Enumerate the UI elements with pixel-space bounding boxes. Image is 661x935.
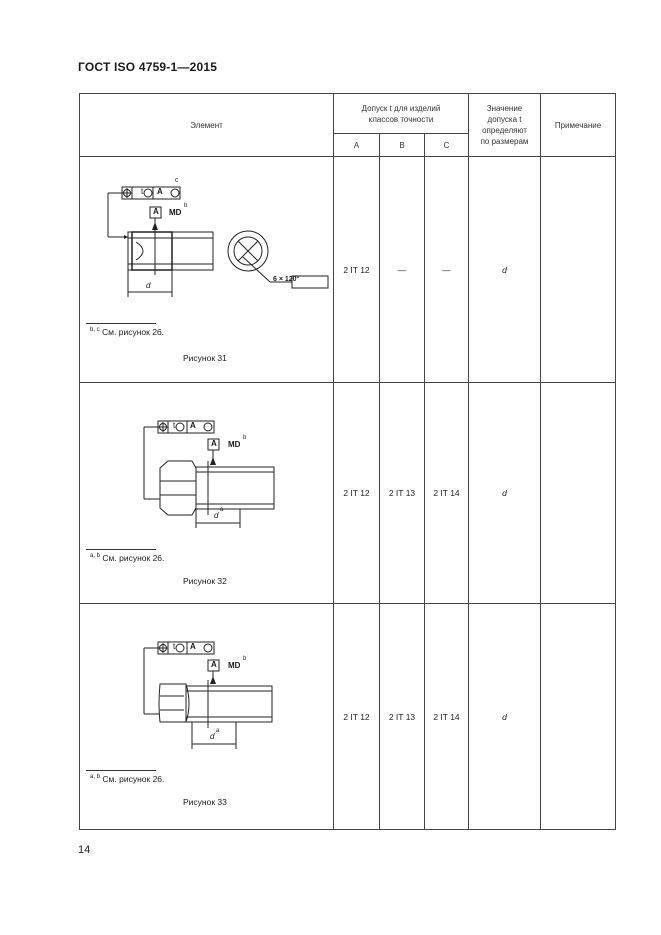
figure-32-cell	[80, 383, 334, 604]
ff31-datum: A	[153, 207, 159, 216]
row-32-class-a: 2 IT 12	[334, 383, 380, 604]
footnote-31-marks: b, c	[90, 327, 100, 334]
ff33-d-sup: a	[216, 728, 220, 734]
footnote-33-marks: a, b	[90, 774, 101, 781]
row-32-note	[541, 383, 616, 604]
row-32-class-b: 2 IT 13	[380, 383, 425, 604]
footnote-31-text: См. рисунок 26.	[102, 327, 165, 337]
ff32-d: d	[214, 511, 219, 520]
table-row	[80, 157, 616, 383]
row-31-note	[541, 157, 616, 383]
row-31-class-a: 2 IT 12	[334, 157, 380, 383]
header-class-a: A	[334, 134, 380, 157]
page-number: 14	[78, 844, 91, 856]
footnote-rule	[86, 323, 156, 324]
figure-31-cell	[80, 157, 334, 383]
figure-33-drawing	[80, 604, 334, 764]
figure-33-cell	[80, 604, 334, 830]
document-title: ГОСТ ISO 4759-1—2015	[78, 60, 218, 74]
header-tolerance	[334, 94, 469, 134]
figure-32-drawing	[80, 383, 334, 543]
ff31-md: MD	[169, 208, 182, 217]
table-row	[80, 383, 616, 604]
footnote-33-text: См. рисунок 26.	[102, 774, 165, 784]
header-class-b: B	[380, 134, 425, 157]
header-note: Примечание	[541, 94, 616, 157]
row-33-class-c: 2 IT 14	[425, 604, 469, 830]
ff32-md: MD	[228, 440, 241, 449]
footnote-31	[90, 327, 164, 337]
footnote-rule	[86, 770, 156, 771]
header-tolerance-text: Допуск t для изделий классов точности	[361, 103, 441, 124]
ff32-d-sup: a	[220, 507, 224, 513]
row-32-class-c: 2 IT 14	[425, 383, 469, 604]
row-33-class-b: 2 IT 13	[380, 604, 425, 830]
row-31-class-c: —	[425, 157, 469, 383]
ff31-d: d	[146, 281, 151, 290]
footnote-32-marks: a, b	[90, 553, 101, 560]
ff33-t: t	[173, 642, 176, 651]
ff31-count: 6 × 120°	[273, 276, 300, 283]
ff31-datum-ref: A	[157, 187, 163, 196]
ff32-md-sup: b	[243, 435, 247, 441]
figure-31-caption: Рисунок 31	[183, 353, 227, 363]
header-class-c: C	[425, 134, 469, 157]
header-element: Элемент	[80, 94, 334, 157]
row-33-class-a: 2 IT 12	[334, 604, 380, 830]
row-32-value: d	[469, 383, 541, 604]
ff32-datum-ref: A	[190, 421, 196, 430]
header-value: Значение допуска t определяют по размерам	[469, 94, 541, 157]
row-33-note	[541, 604, 616, 830]
ff31-t: t	[141, 187, 144, 196]
ff32-datum: A	[211, 439, 217, 448]
ff31-md-sup: b	[184, 203, 188, 209]
ff33-md: MD	[228, 661, 241, 670]
row-31-class-b: —	[380, 157, 425, 383]
row-31-value: d	[469, 157, 541, 383]
footnote-32	[90, 553, 164, 563]
figure-33-caption: Рисунок 33	[183, 797, 227, 807]
footnote-rule	[86, 549, 156, 550]
footnote-32-text: См. рисунок 26.	[102, 553, 165, 563]
footnote-33	[90, 774, 164, 784]
tolerance-table	[79, 93, 616, 830]
ff33-datum: A	[211, 660, 217, 669]
figure-31-drawing	[80, 157, 334, 317]
ff33-md-sup: b	[243, 656, 247, 662]
ff33-datum-ref: A	[190, 642, 196, 651]
ff32-t: t	[173, 421, 176, 430]
ff33-d: d	[210, 732, 215, 741]
row-33-value: d	[469, 604, 541, 830]
figure-32-caption: Рисунок 32	[183, 576, 227, 586]
ff31-c-sup: c	[175, 177, 179, 184]
table-row	[80, 604, 616, 830]
